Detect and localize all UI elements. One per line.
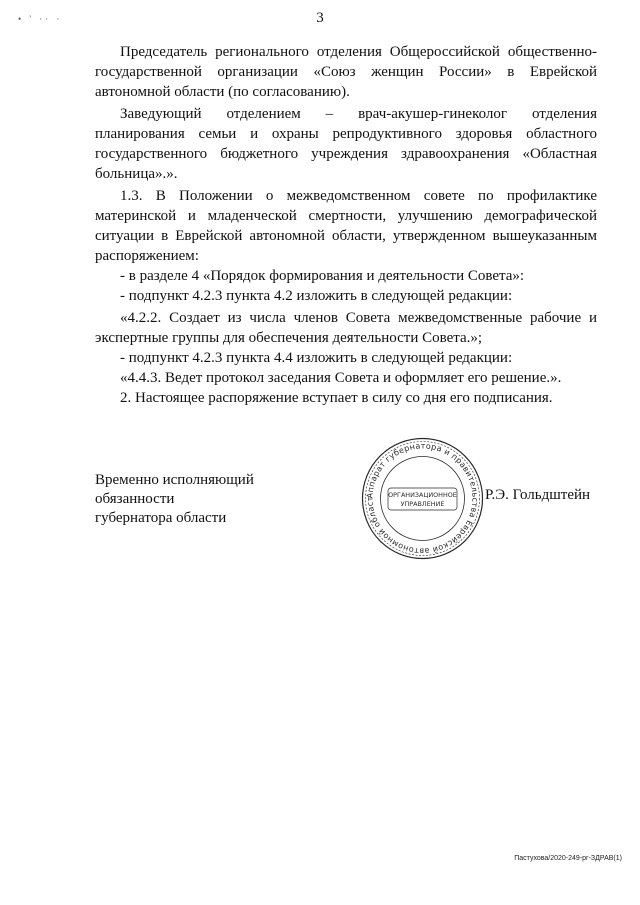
stamp-center-line2: УПРАВЛЕНИЕ [400,500,445,508]
stamp-seal-graphic [360,436,485,561]
document-footer-code: Пастухова/2020-249-рг-ЗДРАВ(1) [514,855,622,862]
signatory-position-line1: Временно исполняющий обязанности [95,472,254,507]
document-body [95,42,597,408]
signatory-name: Р.Э. Гольдштейн [485,487,591,503]
stamp-ring-text: Аппарат губернатора и правительства Еврейской автономной област [365,441,480,556]
signatory-position [95,471,335,528]
paragraph-section-4: - в разделе 4 «Порядок формирования и деятельности Совета»: [120,268,525,284]
paragraph-clause-1-3: 1.3. В Положении о межведомственном совете по профилактике материнской и младенческой смертности, улучшению демографической ситуации в Еврейской автономной области, утвержденном вышеуказанным распоряжением: [95,188,597,264]
paragraph-subclause-4-4: - подпункт 4.2.3 пункта 4.4 изложить в следующей редакции: [120,350,513,366]
official-stamp [360,436,485,561]
paragraph-quote-4-2-2: «4.2.2. Создает из числа членов Совета межведомственные рабочие и экспертные группы для обеспечения деятельности Совета.»; [95,310,597,346]
page-number: 3 [316,10,324,26]
scan-marks: • ' ·· · [18,14,63,24]
paragraph-subclause-4-2-3: - подпункт 4.2.3 пункта 4.2 изложить в следующей редакции: [120,288,513,304]
signatory-position-line2: губернатора области [95,510,227,526]
stamp-center-line1: ОРГАНИЗАЦИОННОЕ [388,491,457,499]
paragraph-clause-2: 2. Настоящее распоряжение вступает в силу со дня его подписания. [120,390,553,406]
paragraph-chair-women-union: Председатель регионального отделения Общероссийской общественно-государственной организации «Союз женщин России» в Еврейской автономной области (по согласованию). [95,44,597,100]
paragraph-quote-4-4-3: «4.4.3. Ведет протокол заседания Совета и оформляет его решение.». [120,370,562,386]
paragraph-head-of-department: Заведующий отделением – врач-акушер-гинеколог отделения планирования семьи и охраны репродуктивного здоровья областного государственного бюджетного учреждения здравоохранения «Областная больница».». [95,106,597,182]
